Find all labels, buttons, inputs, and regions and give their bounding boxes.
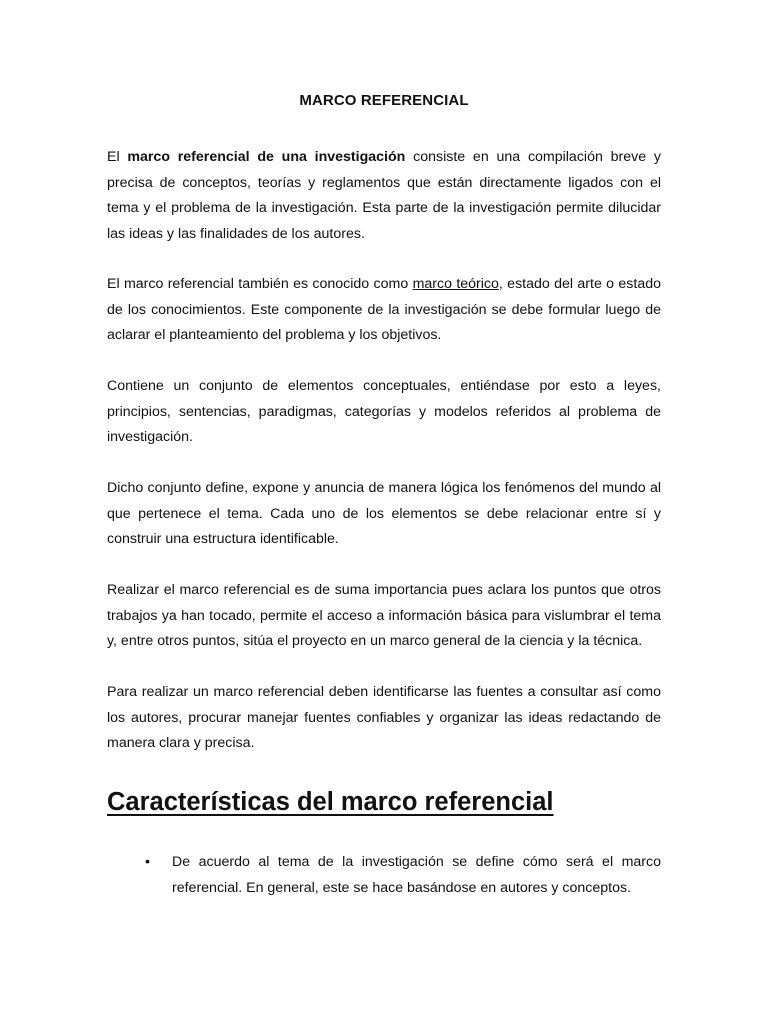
paragraph-4: Dicho conjunto define, expone y anuncia de manera lógica los fenómenos del mundo al que pertenece el tema. Cada uno de los elementos se debe relacionar entre sí y construir una estructura identificable. bbox=[107, 480, 661, 548]
paragraph-1-rest: consiste en una compilación breve y precisa de conceptos, teorías y reglamentos que están directamente ligados con el tema y el problema de la investigación. Esta parte de la investigación permite dilucidar las ideas y las finalidades de los autores. bbox=[107, 149, 661, 243]
paragraph-1 bbox=[107, 145, 661, 248]
paragraph-2-rest: , estado del arte o estado de los conocimientos. Este componente de la investigación se debe formular luego de aclarar el planteamiento del problema y los objetivos. bbox=[107, 276, 661, 344]
marco-teorico-link[interactable]: marco teórico bbox=[412, 276, 499, 292]
paragraph-2-lead: El marco referencial también es conocido como bbox=[107, 276, 413, 292]
paragraph-1-lead: El bbox=[107, 149, 128, 165]
paragraph-2 bbox=[107, 272, 661, 349]
paragraph-3: Contiene un conjunto de elementos conceptuales, entiéndase por esto a leyes, principios, sentencias, paradigmas, categorías y modelos referidos al problema de investigación. bbox=[107, 378, 661, 446]
paragraph-6: Para realizar un marco referencial deben identificarse las fuentes a consultar así como los autores, procurar manejar fuentes confiables y organizar las ideas redactando de manera clara y precisa. bbox=[107, 684, 661, 752]
paragraph-1-bold: marco referencial de una investigación bbox=[127, 149, 406, 165]
section-heading: Características del marco referencial bbox=[107, 788, 554, 816]
bullet-text: De acuerdo al tema de la investigación se define cómo será el marco referencial. En general, este se hace basándose en autores y conceptos. bbox=[172, 854, 661, 896]
document-title: MARCO REFERENCIAL bbox=[299, 92, 469, 109]
bullet-marker: • bbox=[145, 854, 150, 870]
paragraph-5: Realizar el marco referencial es de suma importancia pues aclara los puntos que otros trabajos ya han tocado, permite el acceso a información básica para vislumbrar el tema y, entre otros puntos, sitúa el proyecto en un marco general de la ciencia y la técnica. bbox=[107, 582, 661, 650]
